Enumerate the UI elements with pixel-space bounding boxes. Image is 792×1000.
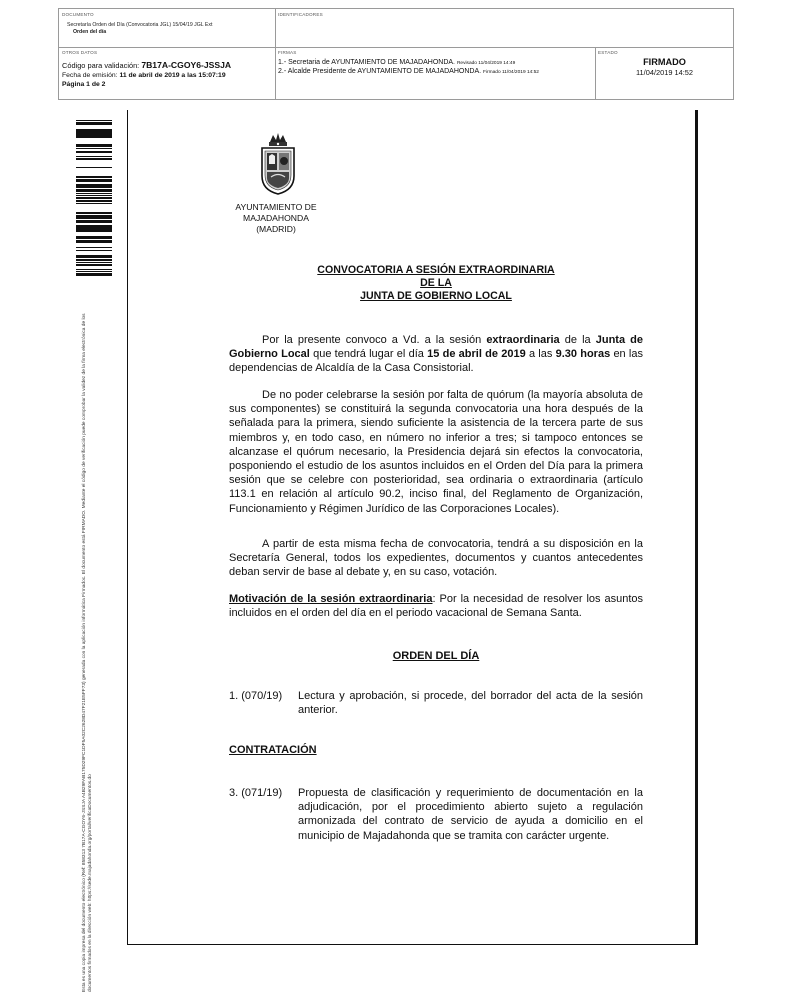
codigo-value: 7B17A-CGOY6-JSSJA	[141, 60, 232, 70]
firmas-caption: FIRMAS	[278, 50, 297, 55]
paragraph-motivacion: Motivación de la sesión extraordinaria: Por la necesidad de resolver los asuntos incluidos en el orden del día en el periodo vacacional de Semana Santa.	[229, 593, 643, 620]
document-title-line3: JUNTA DE GOBIERNO LOCAL	[360, 290, 512, 302]
otros-datos-caption: OTROS DATOS	[62, 50, 98, 55]
agenda-item-number: 3. (071/19)	[229, 787, 283, 799]
estado-caption: ESTADO	[598, 50, 618, 55]
municipality-address	[226, 202, 326, 235]
document-title-line2: DE LA	[420, 277, 452, 289]
address-line2: MAJADAHONDA	[243, 213, 309, 223]
paragraph-disposicion: A partir de esta misma fecha de convocatoria, tendrá a su disposición en la Secretaría General, todos los expedientes, documentos y cuantos antecedentes deban servir de base al debate y, en su caso, votación.	[229, 538, 643, 579]
address-line3: (MADRID)	[256, 224, 296, 234]
document-header	[58, 8, 734, 100]
verification-sidebar-text: Esta es una copia impresa del documento electrónico (Ref: 858313 7B17A-CGOY6-JSSJA A4B29FAB175D29FC1DF5A02C2628D47F21E5FF73) generada con la aplicación informática Firmadoc. El documento está FIRMADO. Mediante el código de verificación puede comprobar la validez de la firma electrónica de los documentos firmados en la dirección web: https://sede.majadahonda.org/portal/verificaDocumentos.do	[82, 313, 93, 992]
agenda-item	[229, 786, 643, 846]
identificadores-caption: IDENTIFICADORES	[278, 12, 323, 17]
estado-value: FIRMADO	[643, 57, 686, 67]
agenda-item-number: 1. (070/19)	[229, 690, 283, 702]
section-heading-contratacion: CONTRATACIÓN	[229, 744, 317, 756]
agenda-item	[229, 689, 643, 719]
agenda-item-text: Propuesta de clasificación y requerimiento de documentación en la adjudicación, por el procedimiento abierto sujeto a regulación armonizada del contrato de servicio de ayuda a domicilio en el municipio de Majadahonda que se tramita con carácter urgente.	[298, 787, 643, 842]
address-line1: AYUNTAMIENTO DE	[235, 202, 317, 212]
barcode-graphic	[76, 118, 112, 276]
estado-date: 11/04/2019 14:52	[636, 68, 693, 77]
codigo-validacion: Código para validación: 7B17A-CGOY6-JSSJA	[62, 60, 232, 70]
firma-1: 1.- Secretaria de AYUNTAMIENTO DE MAJADAHONDA. Revisado 11/04/2019 14:49	[278, 59, 516, 66]
firma-2: 2.- Alcalde Presidente de AYUNTAMIENTO DE MAJADAHONDA. Firmado 11/04/2019 14:52	[278, 68, 539, 75]
document-title-line1: CONVOCATORIA A SESIÓN EXTRAORDINARIA	[317, 264, 555, 276]
motivacion-label: Motivación de la sesión extraordinaria	[229, 593, 433, 605]
paragraph-quorum: De no poder celebrarse la sesión por falta de quórum (la mayoría absoluta de sus componentes) se constituirá la segunda convocatoria una hora después de la señalada para la primera, siendo suficiente la asistencia de la tercera parte de sus miembros y, en todo caso, en número no inferior a tres; si tampoco entonces se alcanzase el quórum necesario, la Presidencia dejará sin efectos la convocatoria, posponiendo el estudio de los asuntos incluidos en el Orden del Día para la primera sesión que se celebre con posterioridad, sea ordinaria o extraordinaria (artículo 113.1 en relación al artículo 90.2, inciso final, del Reglamento de Organización, Funcionamiento y Régimen Jurídico de las Corporaciones Locales).	[229, 389, 643, 515]
paragraph-convocatoria: Por la presente convoco a Vd. a la sesión extraordinaria de la Junta de Gobierno Local que tendrá lugar el día 15 de abril de 2019 a las 9.30 horas en las dependencias de Alcaldía de la Casa Consistorial.	[229, 334, 643, 375]
agenda-item-text: Lectura y aprobación, si procede, del borrador del acta de la sesión anterior.	[298, 690, 643, 717]
coat-of-arms-icon	[256, 132, 300, 196]
documento-line1: Secretaría Orden del Día (Convocatoria JGL) 15/04/19 JGL Ext	[67, 22, 213, 28]
orden-del-dia-heading: ORDEN DEL DÍA	[392, 650, 480, 662]
pagina-indicator: Página 1 de 2	[62, 81, 106, 88]
fecha-emision: Fecha de emisión: 11 de abril de 2019 a las 15:07:19	[62, 72, 226, 79]
documento-line2: Orden del día	[73, 29, 107, 35]
documento-caption: DOCUMENTO	[62, 12, 94, 17]
